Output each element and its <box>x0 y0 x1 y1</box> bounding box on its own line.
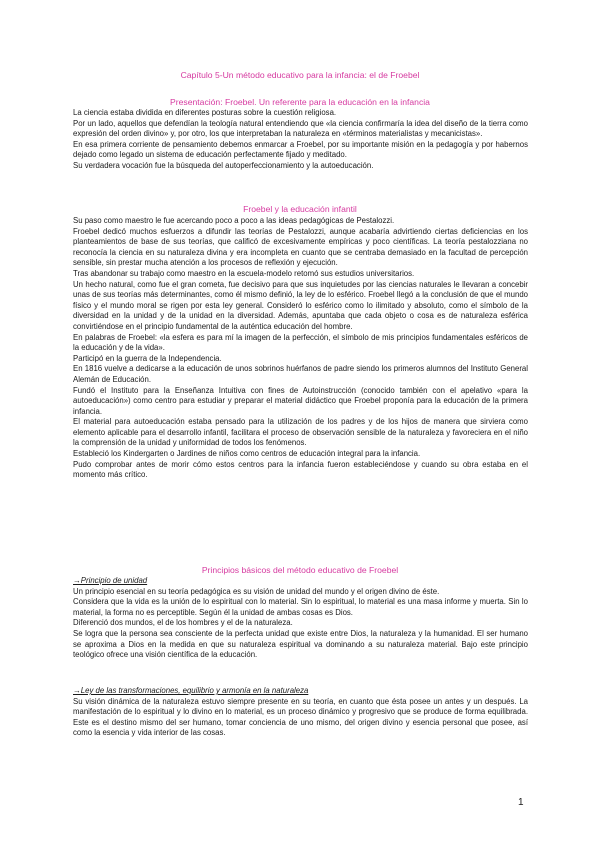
paragraph: Estableció los Kindergarten o Jardines de niños como centros de educación integral para la infancia. <box>73 449 421 459</box>
page-number: 1 <box>518 797 524 808</box>
section-title-presentation: Presentación: Froebel. Un referente para la educación en la infancia <box>170 97 430 107</box>
paragraph: Por un lado, aquellos que defendían la teología natural entendiendo que «la ciencia confirmaría la idea del diseño de la tierra como expresión del orden divino» y, por otro, los que interpretaban la naturaleza en «términos materialistas y mecanicistas». <box>73 118 528 139</box>
paragraph: Un hecho natural, como fue el gran cometa, fue decisivo para que sus inquietudes por las ciencias naturales le llevaran a concebir unas de sus teorías más determinantes, como él mismo definió, la ley de lo esférico. Froebel llegó a la conclusión de que el mundo físico y el mundo moral se rigen por esta ley general. Consideró lo esférico como lo ilimitado y absoluto, como el símbolo de la diversidad en la unidad y de la unidad en la diversidad. Además, apuntaba que cada objeto o cosa es de naturaleza esférica convirtiéndose en el principio fundamental de la auténtica educación del hombre. <box>73 279 528 331</box>
paragraph: En palabras de Froebel: «la esfera es para mí la imagen de la perfección, el símbolo de mis principios fundamentales esféricos de la educación y de la vida». <box>73 332 528 353</box>
section-title-basic-principles: Principios básicos del método educativo de Froebel <box>201 565 399 575</box>
paragraph: Un principio esencial en su teoría pedagógica es su visión de unidad del mundo y el origen divino de éste. <box>73 586 440 596</box>
paragraph: Se logra que la persona sea consciente de la perfecta unidad que existe entre Dios, la naturaleza y la humanidad. El ser humano se aproxima a Dios en la medida en que su naturaleza espiritual va dominando a su naturaleza material. Bajo este principio teológico ofrece una visión científica de la educación. <box>73 628 528 660</box>
paragraph: Diferenció dos mundos, el de los hombres y el de la naturaleza. <box>73 618 293 628</box>
paragraph: El material para autoeducación estaba pensado para la utilización de los padres y de los hijos de manera que sirviera como elemento aplicable para el desarrollo infantil, facilitara el proceso de observación sensible de la naturaleza y favoreciera en el niño la comprensión de la unidad y uniformidad de todos los fenómenos. <box>73 417 528 448</box>
subsection-unity-principle <box>73 576 528 661</box>
section-title-froebel-education: Froebel y la educación infantil <box>243 204 357 214</box>
paragraph: Considera que la vida es la unión de lo espiritual con lo material. Sin lo espiritual, lo material es una masa informe y muerta. Sin lo material, la forma no es perceptible. Según él la unidad de ambas cosas es Dios. <box>73 597 528 617</box>
paragraph: Fundó el Instituto para la Enseñanza Intuitiva con fines de Autoinstrucción (conocido también con el apelativo «para la autoeducación») como centro para estudiar y preparar el material didáctico que Froebel proponía para la educación de la primera infancia. <box>73 385 528 416</box>
paragraph: Su verdadera vocación fue la búsqueda del autoperfeccionamiento y la autoeducación. <box>73 160 374 170</box>
paragraph: Su paso como maestro le fue acercando poco a poco a las ideas pedagógicas de Pestalozzi. <box>73 216 395 225</box>
paragraph: Participó en la guerra de la Independencia. <box>73 353 222 363</box>
paragraph: Froebel dedicó muchos esfuerzos a difundir las teorías de Pestalozzi, aunque acabaría advirtiendo ciertas deficiencias en los planteamientos de base de sus teorías, que calificó de excesivamente empíricas y poco científicas. La teoría pestalozziana no reconocía la ciencia en su naturaleza divina y era incompleta en cuanto que se centraba demasiado en la facultad de percepción sensible, sin prestar mucha atención a los procesos de reflexión y ejecución. <box>73 226 528 268</box>
paragraph: En 1816 vuelve a dedicarse a la educación de unos sobrinos huérfanos de padre siendo los primeros alumnos del Instituto General Alemán de Educación. <box>73 364 528 384</box>
subsection-transformations-law <box>73 686 528 739</box>
subsection-heading: →Principio de unidad <box>73 576 148 585</box>
subsection-heading: →Ley de las transformaciones, equilibrio y armonía en la naturaleza <box>73 686 309 695</box>
paragraph: En esa primera corriente de pensamiento debemos enmarcar a Froebel, por su importante misión en la pedagogía y por habernos dejado como legado un sistema de educación perfectamente fijado y meditado. <box>73 139 528 160</box>
section-froebel-education-body <box>73 216 528 481</box>
paragraph: Tras abandonar su trabajo como maestro en la escuela-modelo retomó sus estudios universitarios. <box>73 268 415 278</box>
paragraph: La ciencia estaba dividida en diferentes posturas sobre la cuestión religiosa. <box>73 108 337 117</box>
section-presentation-body <box>73 108 528 172</box>
paragraph: Su visión dinámica de la naturaleza estuvo siempre presente en su teoría, en cuanto que ésta posee un antes y un después. La manifestación de lo espiritual y lo divino en lo material, es un proceso dinámico y progresivo que se produce de forma equilibrada. Este es el destino mismo del ser humano, tomar conciencia de uno mismo, del origen divino y esencia personal que posee, así como la esencia y vida interior de las cosas. <box>73 696 528 738</box>
chapter-title: Capítulo 5-Un método educativo para la infancia: el de Froebel <box>180 70 420 80</box>
paragraph: Pudo comprobar antes de morir cómo estos centros para la infancia fueron estableciéndose y cuando su obra estaba en el momento más crítico. <box>73 459 528 480</box>
